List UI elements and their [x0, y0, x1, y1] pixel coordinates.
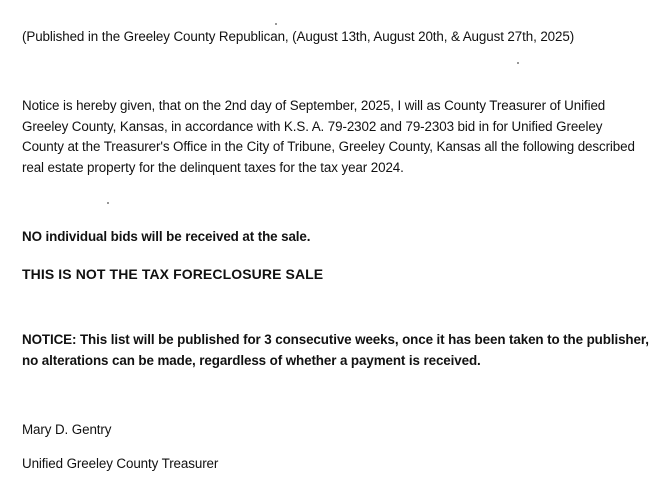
publish-notice-paragraph: NOTICE: This list will be published for 3 consecutive weeks, once it has been taken to the publisher, no alterations can be made, regardless of whether a payment is received.: [22, 332, 649, 368]
not-foreclosure-line: THIS IS NOT THE TAX FORECLOSURE SALE: [22, 266, 324, 282]
no-bids-line: NO individual bids will be received at the sale.: [22, 229, 311, 244]
notice-body-paragraph: Notice is hereby given, that on the 2nd day of September, 2025, I will as County Treasurer of Unified Greeley County, Kansas, in accordance with K.S. A. 79-2302 and 79-2303 bid in for Unified Greeley County at the Treasurer's Office in the City of Tribune, Greeley County, Kansas all the following described real estate property for the delinquent taxes for the tax year 2024.: [22, 98, 635, 175]
scan-speck: [107, 202, 109, 204]
signer-name: Mary D. Gentry: [22, 422, 112, 437]
scan-speck: [275, 23, 277, 25]
signer-title: Unified Greeley County Treasurer: [22, 456, 219, 471]
publication-line: (Published in the Greeley County Republican, (August 13th, August 20th, & August 27th, 2025): [22, 29, 575, 44]
scan-speck: [517, 62, 519, 64]
